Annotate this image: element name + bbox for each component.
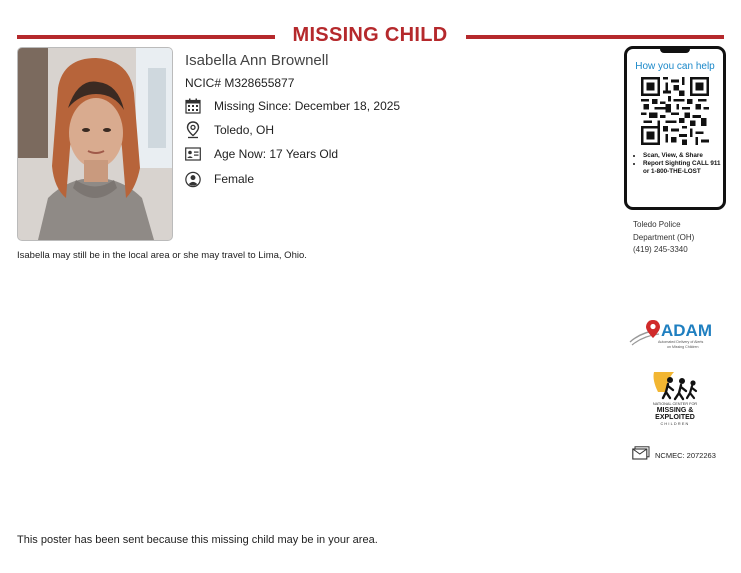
age-row <box>185 144 338 164</box>
person-icon <box>185 171 201 187</box>
adam-wordmark: ADAM <box>661 321 712 340</box>
adam-logo <box>627 318 719 354</box>
sex: Female <box>214 172 255 186</box>
help-heading: How you can help <box>635 61 715 72</box>
header-rule-left <box>17 35 275 39</box>
calendar-icon <box>185 98 201 114</box>
agency-name-line2: Department (OH) <box>633 232 695 242</box>
phone-notch <box>660 48 690 53</box>
ncmec-line2: MISSING & <box>656 407 694 414</box>
agency-name-line1: Toledo Police <box>633 220 681 229</box>
ncic-number: NCIC# M328655877 <box>185 76 295 90</box>
poster-footer: This poster has been sent because this missing child may be in your area. <box>17 534 378 546</box>
ncmec-line3: EXPLOITED <box>655 414 695 421</box>
agency-contact <box>633 219 694 257</box>
adam-tagline2: on Missing Children <box>667 345 699 349</box>
missing-since: Missing Since: December 18, 2025 <box>214 99 401 113</box>
qr-code[interactable] <box>641 77 709 150</box>
sex-row <box>185 169 254 189</box>
ncmec-number: NCMEC: 2072263 <box>655 451 716 460</box>
ncmec-line4: CHILDREN <box>660 422 690 426</box>
missing-since-row <box>185 96 400 116</box>
child-photo <box>17 47 173 241</box>
ncmec-line1: NATIONAL CENTER FOR <box>652 402 698 406</box>
age-now: Age Now: 17 Years Old <box>214 147 339 161</box>
ncmec-logo <box>644 368 706 430</box>
help-item-report: • Report Sighting CALL 911 or 1-800-THE-LOST <box>643 160 723 176</box>
location-row <box>185 120 274 140</box>
travel-note: Isabella may still be in the local area or she may travel to Lima, Ohio. <box>17 250 307 261</box>
poster-title: MISSING CHILD <box>292 24 448 46</box>
location: Toledo, OH <box>214 123 275 137</box>
header-rule-right <box>466 35 724 39</box>
help-list <box>631 152 723 176</box>
child-name: Isabella Ann Brownell <box>185 52 329 69</box>
ncmec-case-id <box>632 446 716 465</box>
id-card-icon <box>185 146 201 162</box>
envelope-icon <box>632 446 650 465</box>
how-you-can-help-card <box>624 46 726 210</box>
map-pin-icon <box>185 122 201 138</box>
help-item-share: • Scan, View, & Share <box>643 152 723 160</box>
agency-phone[interactable]: (419) 245-3340 <box>633 245 688 254</box>
adam-tagline1: Automated Delivery of Alerts <box>658 340 704 344</box>
